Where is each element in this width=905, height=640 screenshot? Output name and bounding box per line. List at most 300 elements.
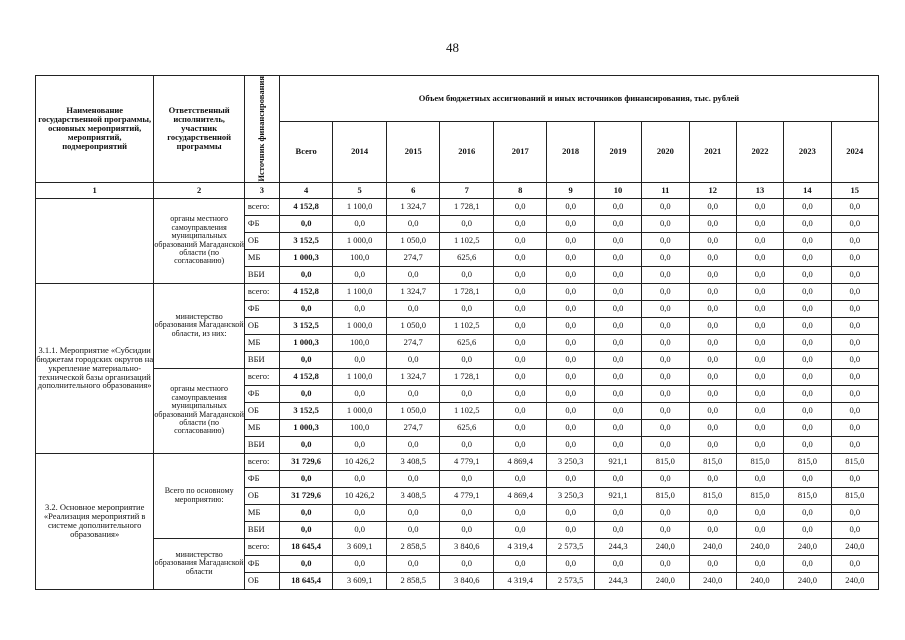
year-value-cell: 0,0 — [831, 436, 878, 453]
year-value-cell: 0,0 — [547, 283, 594, 300]
year-value-cell: 0,0 — [784, 317, 831, 334]
year-value-cell: 0,0 — [831, 504, 878, 521]
year-value-cell: 3 840,6 — [440, 572, 494, 589]
year-value-cell: 0,0 — [736, 351, 783, 368]
year-value-cell: 0,0 — [642, 198, 689, 215]
year-value-cell: 0,0 — [784, 249, 831, 266]
year-value-cell: 815,0 — [736, 487, 783, 504]
year-value-cell: 0,0 — [831, 334, 878, 351]
total-value-cell: 1 000,3 — [279, 419, 333, 436]
year-value-cell: 0,0 — [440, 504, 494, 521]
year-value-cell: 0,0 — [493, 317, 547, 334]
year-value-cell: 0,0 — [689, 402, 736, 419]
year-value-cell: 0,0 — [333, 385, 387, 402]
year-value-cell: 0,0 — [493, 334, 547, 351]
year-value-cell: 815,0 — [831, 453, 878, 470]
year-value-cell: 0,0 — [594, 385, 641, 402]
total-value-cell: 0,0 — [279, 521, 333, 538]
total-value-cell: 0,0 — [279, 300, 333, 317]
year-value-cell: 0,0 — [493, 470, 547, 487]
program-name-cell: 3.2. Основное мероприятие «Реализация мероприятий в системе дополнительного образования» — [36, 453, 154, 589]
total-value-cell: 0,0 — [279, 436, 333, 453]
year-value-cell: 0,0 — [440, 470, 494, 487]
year-value-cell: 0,0 — [547, 317, 594, 334]
year-value-cell: 0,0 — [831, 470, 878, 487]
year-value-cell: 0,0 — [642, 419, 689, 436]
year-value-cell: 1 000,0 — [333, 402, 387, 419]
year-value-cell: 0,0 — [493, 249, 547, 266]
column-number-8: 8 — [493, 182, 547, 198]
year-value-cell: 274,7 — [386, 334, 440, 351]
year-value-cell: 0,0 — [831, 402, 878, 419]
year-value-cell: 0,0 — [642, 351, 689, 368]
year-value-cell: 0,0 — [493, 521, 547, 538]
year-value-cell: 0,0 — [642, 232, 689, 249]
year-value-cell: 0,0 — [736, 504, 783, 521]
year-value-cell: 0,0 — [831, 351, 878, 368]
year-value-cell: 0,0 — [493, 436, 547, 453]
year-value-cell: 0,0 — [440, 300, 494, 317]
year-value-cell: 0,0 — [594, 402, 641, 419]
year-value-cell: 0,0 — [831, 317, 878, 334]
year-value-cell: 0,0 — [736, 232, 783, 249]
source-cell: ВБИ — [244, 436, 279, 453]
year-value-cell: 0,0 — [736, 266, 783, 283]
year-value-cell: 0,0 — [594, 249, 641, 266]
year-value-cell: 0,0 — [493, 232, 547, 249]
year-value-cell: 0,0 — [784, 402, 831, 419]
year-value-cell: 0,0 — [493, 283, 547, 300]
source-cell: всего: — [244, 368, 279, 385]
total-value-cell: 31 729,6 — [279, 487, 333, 504]
year-value-cell: 0,0 — [736, 215, 783, 232]
year-value-cell: 0,0 — [784, 232, 831, 249]
year-value-cell: 2 858,5 — [386, 538, 440, 555]
year-value-cell: 0,0 — [493, 385, 547, 402]
total-value-cell: 31 729,6 — [279, 453, 333, 470]
table-row — [36, 368, 879, 385]
column-number-6: 6 — [386, 182, 440, 198]
source-cell: МБ — [244, 249, 279, 266]
year-value-cell: 0,0 — [642, 249, 689, 266]
year-value-cell: 3 250,3 — [547, 453, 594, 470]
source-cell: ФБ — [244, 385, 279, 402]
year-value-cell: 240,0 — [642, 538, 689, 555]
source-cell: ФБ — [244, 300, 279, 317]
year-value-cell: 0,0 — [642, 266, 689, 283]
executor-cell: министерство образования Магаданской области — [154, 538, 245, 589]
year-value-cell: 0,0 — [736, 283, 783, 300]
year-value-cell: 815,0 — [784, 487, 831, 504]
year-value-cell: 0,0 — [642, 555, 689, 572]
column-number-14: 14 — [784, 182, 831, 198]
year-value-cell: 100,0 — [333, 334, 387, 351]
year-value-cell: 0,0 — [642, 402, 689, 419]
year-value-cell: 0,0 — [736, 249, 783, 266]
total-value-cell: 0,0 — [279, 470, 333, 487]
year-value-cell: 0,0 — [547, 402, 594, 419]
year-value-cell: 0,0 — [493, 300, 547, 317]
source-cell: ОБ — [244, 572, 279, 589]
year-value-cell: 10 426,2 — [333, 487, 387, 504]
year-value-cell: 0,0 — [333, 504, 387, 521]
year-value-cell: 0,0 — [594, 334, 641, 351]
year-value-cell: 0,0 — [333, 351, 387, 368]
year-value-cell: 0,0 — [784, 419, 831, 436]
year-value-cell: 0,0 — [736, 368, 783, 385]
header-executor: Ответственный исполнитель, участник государственной программы — [154, 76, 245, 183]
year-value-cell: 0,0 — [736, 402, 783, 419]
year-value-cell: 1 050,0 — [386, 402, 440, 419]
total-value-cell: 18 645,4 — [279, 538, 333, 555]
column-number-row — [36, 182, 879, 198]
year-value-cell: 0,0 — [493, 351, 547, 368]
year-value-cell: 0,0 — [333, 300, 387, 317]
year-value-cell: 1 324,7 — [386, 368, 440, 385]
year-value-cell: 1 050,0 — [386, 317, 440, 334]
year-value-cell: 1 050,0 — [386, 232, 440, 249]
year-value-cell: 1 100,0 — [333, 283, 387, 300]
year-value-cell: 240,0 — [784, 538, 831, 555]
year-value-cell: 0,0 — [784, 368, 831, 385]
year-value-cell: 0,0 — [333, 266, 387, 283]
year-value-cell: 240,0 — [689, 538, 736, 555]
year-value-cell: 0,0 — [642, 334, 689, 351]
year-value-cell: 0,0 — [784, 334, 831, 351]
year-value-cell: 0,0 — [736, 470, 783, 487]
year-value-cell: 0,0 — [547, 504, 594, 521]
year-value-cell: 244,3 — [594, 572, 641, 589]
year-value-cell: 0,0 — [784, 470, 831, 487]
year-value-cell: 0,0 — [547, 385, 594, 402]
year-value-cell: 921,1 — [594, 487, 641, 504]
program-name-cell: 3.1.1. Мероприятие «Субсидии бюджетам городских округов на укрепление материально-технической базы организаций дополнительного образования» — [36, 283, 154, 453]
year-value-cell: 0,0 — [689, 436, 736, 453]
total-value-cell: 0,0 — [279, 215, 333, 232]
year-value-cell: 0,0 — [333, 436, 387, 453]
year-value-cell: 1 102,5 — [440, 402, 494, 419]
source-cell: ФБ — [244, 555, 279, 572]
year-value-cell: 1 100,0 — [333, 368, 387, 385]
year-value-cell: 0,0 — [736, 198, 783, 215]
year-value-cell: 0,0 — [386, 436, 440, 453]
year-value-cell: 2 573,5 — [547, 572, 594, 589]
year-value-cell: 2 573,5 — [547, 538, 594, 555]
total-value-cell: 1 000,3 — [279, 334, 333, 351]
year-value-cell: 0,0 — [386, 385, 440, 402]
year-value-cell: 240,0 — [642, 572, 689, 589]
year-value-cell: 0,0 — [386, 351, 440, 368]
year-value-cell: 1 324,7 — [386, 283, 440, 300]
year-value-cell: 0,0 — [547, 470, 594, 487]
year-value-cell: 3 250,3 — [547, 487, 594, 504]
year-value-cell: 0,0 — [784, 215, 831, 232]
year-value-cell: 815,0 — [689, 487, 736, 504]
year-value-cell: 0,0 — [689, 504, 736, 521]
year-value-cell: 815,0 — [831, 487, 878, 504]
header-year-5: 2018 — [547, 121, 594, 182]
year-value-cell: 0,0 — [440, 351, 494, 368]
column-number-12: 12 — [689, 182, 736, 198]
year-value-cell: 0,0 — [784, 385, 831, 402]
source-cell: всего: — [244, 538, 279, 555]
source-cell: ВБИ — [244, 521, 279, 538]
total-value-cell: 4 152,8 — [279, 368, 333, 385]
year-value-cell: 4 319,4 — [493, 572, 547, 589]
year-value-cell: 0,0 — [831, 215, 878, 232]
total-value-cell: 4 152,8 — [279, 198, 333, 215]
year-value-cell: 1 728,1 — [440, 368, 494, 385]
year-value-cell: 0,0 — [736, 385, 783, 402]
header-year-9: 2022 — [736, 121, 783, 182]
year-value-cell: 0,0 — [689, 555, 736, 572]
year-value-cell: 3 840,6 — [440, 538, 494, 555]
year-value-cell: 244,3 — [594, 538, 641, 555]
year-value-cell: 4 869,4 — [493, 487, 547, 504]
year-value-cell: 0,0 — [831, 232, 878, 249]
total-value-cell: 3 152,5 — [279, 232, 333, 249]
executor-cell: органы местного самоуправления муниципальных образований Магаданской области (по согласованию) — [154, 368, 245, 453]
year-value-cell: 1 102,5 — [440, 232, 494, 249]
year-value-cell: 0,0 — [493, 419, 547, 436]
year-value-cell: 0,0 — [689, 232, 736, 249]
source-cell: МБ — [244, 504, 279, 521]
year-value-cell: 0,0 — [547, 266, 594, 283]
year-value-cell: 0,0 — [689, 334, 736, 351]
column-number-5: 5 — [333, 182, 387, 198]
table-body — [36, 198, 879, 589]
year-value-cell: 0,0 — [784, 198, 831, 215]
year-value-cell: 0,0 — [440, 215, 494, 232]
year-value-cell: 0,0 — [547, 198, 594, 215]
year-value-cell: 0,0 — [493, 368, 547, 385]
table-row — [36, 453, 879, 470]
year-value-cell: 1 000,0 — [333, 317, 387, 334]
total-value-cell: 3 152,5 — [279, 402, 333, 419]
year-value-cell: 0,0 — [784, 521, 831, 538]
year-value-cell: 2 858,5 — [386, 572, 440, 589]
source-cell: ВБИ — [244, 266, 279, 283]
year-value-cell: 100,0 — [333, 249, 387, 266]
year-value-cell: 0,0 — [784, 436, 831, 453]
year-value-cell: 240,0 — [689, 572, 736, 589]
year-value-cell: 0,0 — [547, 419, 594, 436]
source-cell: МБ — [244, 334, 279, 351]
year-value-cell: 0,0 — [386, 555, 440, 572]
total-value-cell: 4 152,8 — [279, 283, 333, 300]
year-value-cell: 0,0 — [736, 436, 783, 453]
year-value-cell: 0,0 — [594, 317, 641, 334]
year-value-cell: 0,0 — [831, 266, 878, 283]
year-value-cell: 0,0 — [547, 351, 594, 368]
year-value-cell: 0,0 — [594, 283, 641, 300]
source-cell: всего: — [244, 453, 279, 470]
total-value-cell: 1 000,3 — [279, 249, 333, 266]
source-cell: ОБ — [244, 317, 279, 334]
year-value-cell: 0,0 — [547, 334, 594, 351]
year-value-cell: 0,0 — [831, 249, 878, 266]
total-value-cell: 18 645,4 — [279, 572, 333, 589]
year-value-cell: 0,0 — [642, 317, 689, 334]
year-value-cell: 0,0 — [689, 266, 736, 283]
year-value-cell: 921,1 — [594, 453, 641, 470]
budget-table — [35, 75, 879, 590]
year-value-cell: 0,0 — [386, 215, 440, 232]
table-row — [36, 283, 879, 300]
year-value-cell: 0,0 — [547, 215, 594, 232]
year-value-cell: 240,0 — [736, 538, 783, 555]
year-value-cell: 0,0 — [386, 470, 440, 487]
year-value-cell: 815,0 — [736, 453, 783, 470]
year-value-cell: 0,0 — [642, 504, 689, 521]
year-value-cell: 0,0 — [689, 385, 736, 402]
column-number-9: 9 — [547, 182, 594, 198]
year-value-cell: 0,0 — [594, 521, 641, 538]
year-value-cell: 3 408,5 — [386, 487, 440, 504]
year-value-cell: 0,0 — [831, 555, 878, 572]
year-value-cell: 4 779,1 — [440, 487, 494, 504]
year-value-cell: 0,0 — [784, 504, 831, 521]
year-value-cell: 815,0 — [784, 453, 831, 470]
year-value-cell: 0,0 — [440, 436, 494, 453]
year-value-cell: 1 728,1 — [440, 198, 494, 215]
year-value-cell: 0,0 — [333, 521, 387, 538]
year-value-cell: 0,0 — [594, 436, 641, 453]
year-value-cell: 0,0 — [784, 266, 831, 283]
executor-cell: Всего по основному мероприятию: — [154, 453, 245, 538]
year-value-cell: 0,0 — [493, 504, 547, 521]
year-value-cell: 3 609,1 — [333, 538, 387, 555]
year-value-cell: 0,0 — [594, 215, 641, 232]
table-row — [36, 198, 879, 215]
year-value-cell: 0,0 — [736, 300, 783, 317]
year-value-cell: 0,0 — [736, 419, 783, 436]
header-volume-title: Объем бюджетных ассигнований и иных источников финансирования, тыс. рублей — [279, 76, 878, 122]
year-value-cell: 815,0 — [642, 453, 689, 470]
year-value-cell: 815,0 — [689, 453, 736, 470]
header-year-8: 2021 — [689, 121, 736, 182]
year-value-cell: 0,0 — [594, 198, 641, 215]
year-value-cell: 0,0 — [642, 283, 689, 300]
year-value-cell: 10 426,2 — [333, 453, 387, 470]
header-source-text: Источник финансирования — [256, 76, 267, 182]
year-value-cell: 0,0 — [831, 419, 878, 436]
column-number-7: 7 — [440, 182, 494, 198]
page-number: 48 — [446, 40, 459, 55]
year-value-cell: 0,0 — [689, 368, 736, 385]
year-value-cell: 100,0 — [333, 419, 387, 436]
year-value-cell: 625,6 — [440, 334, 494, 351]
year-value-cell: 0,0 — [689, 521, 736, 538]
year-value-cell: 0,0 — [440, 555, 494, 572]
year-value-cell: 0,0 — [594, 470, 641, 487]
year-value-cell: 0,0 — [333, 555, 387, 572]
year-value-cell: 240,0 — [831, 572, 878, 589]
year-value-cell: 4 779,1 — [440, 453, 494, 470]
table-row — [36, 538, 879, 555]
year-value-cell: 3 408,5 — [386, 453, 440, 470]
source-cell: ВБИ — [244, 351, 279, 368]
year-value-cell: 0,0 — [333, 470, 387, 487]
executor-cell: органы местного самоуправления муниципальных образований Магаданской области (по согласованию) — [154, 198, 245, 283]
year-value-cell: 625,6 — [440, 419, 494, 436]
header-year-11: 2024 — [831, 121, 878, 182]
year-value-cell: 0,0 — [386, 521, 440, 538]
header-year-3: 2016 — [440, 121, 494, 182]
year-value-cell: 0,0 — [642, 436, 689, 453]
year-value-cell: 0,0 — [594, 504, 641, 521]
source-cell: ФБ — [244, 215, 279, 232]
year-value-cell: 0,0 — [784, 351, 831, 368]
header-year-2: 2015 — [386, 121, 440, 182]
year-value-cell: 0,0 — [689, 198, 736, 215]
year-value-cell: 3 609,1 — [333, 572, 387, 589]
column-number-10: 10 — [594, 182, 641, 198]
header-year-7: 2020 — [642, 121, 689, 182]
year-value-cell: 0,0 — [594, 419, 641, 436]
year-value-cell: 0,0 — [547, 249, 594, 266]
year-value-cell: 0,0 — [831, 385, 878, 402]
year-value-cell: 0,0 — [547, 300, 594, 317]
year-value-cell: 0,0 — [386, 300, 440, 317]
year-value-cell: 240,0 — [736, 572, 783, 589]
column-number-13: 13 — [736, 182, 783, 198]
year-value-cell: 0,0 — [594, 351, 641, 368]
year-value-cell: 0,0 — [440, 266, 494, 283]
year-value-cell: 625,6 — [440, 249, 494, 266]
year-value-cell: 0,0 — [642, 470, 689, 487]
year-value-cell: 0,0 — [386, 266, 440, 283]
year-value-cell: 0,0 — [493, 555, 547, 572]
year-value-cell: 1 100,0 — [333, 198, 387, 215]
year-value-cell: 0,0 — [594, 300, 641, 317]
header-source — [244, 76, 279, 183]
column-number-15: 15 — [831, 182, 878, 198]
column-number-3: 3 — [244, 182, 279, 198]
source-cell: МБ — [244, 419, 279, 436]
year-value-cell: 274,7 — [386, 419, 440, 436]
year-value-cell: 240,0 — [831, 538, 878, 555]
column-number-2: 2 — [154, 182, 245, 198]
year-value-cell: 0,0 — [547, 368, 594, 385]
header-year-10: 2023 — [784, 121, 831, 182]
year-value-cell: 0,0 — [831, 521, 878, 538]
total-value-cell: 0,0 — [279, 385, 333, 402]
total-value-cell: 0,0 — [279, 266, 333, 283]
year-value-cell: 0,0 — [594, 555, 641, 572]
year-value-cell: 274,7 — [386, 249, 440, 266]
source-cell: ФБ — [244, 470, 279, 487]
year-value-cell: 0,0 — [784, 300, 831, 317]
header-name: Наименование государственной программы, основных мероприятий, мероприятий, подмероприятий — [36, 76, 154, 183]
year-value-cell: 1 324,7 — [386, 198, 440, 215]
source-cell: всего: — [244, 283, 279, 300]
year-value-cell: 0,0 — [736, 317, 783, 334]
year-value-cell: 0,0 — [736, 521, 783, 538]
year-value-cell: 0,0 — [689, 317, 736, 334]
year-value-cell: 4 319,4 — [493, 538, 547, 555]
source-cell: ОБ — [244, 487, 279, 504]
year-value-cell: 0,0 — [784, 283, 831, 300]
year-value-cell: 0,0 — [493, 402, 547, 419]
source-cell: всего: — [244, 198, 279, 215]
column-number-1: 1 — [36, 182, 154, 198]
year-value-cell: 0,0 — [831, 283, 878, 300]
source-cell: ОБ — [244, 232, 279, 249]
year-value-cell: 0,0 — [689, 300, 736, 317]
year-value-cell: 0,0 — [831, 368, 878, 385]
year-value-cell: 0,0 — [440, 385, 494, 402]
